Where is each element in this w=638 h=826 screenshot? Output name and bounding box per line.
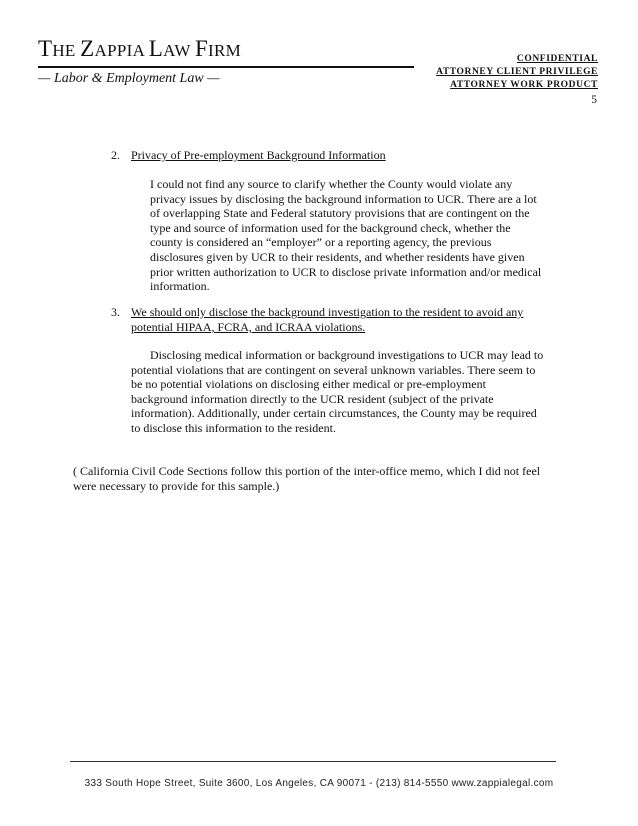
- note-line: ( California Civil Code Sections follow this portion of the inter-office memo, which I did not feel: [73, 464, 541, 478]
- body-line: potential violations that are contingent on several unknown variables. There seem to: [131, 362, 536, 377]
- confidentiality-notice: [436, 53, 598, 92]
- work-product-label: ATTORNEY WORK PRODUCT: [450, 80, 598, 90]
- firm-name-initial: Z: [80, 36, 95, 61]
- item-3-body: [131, 348, 591, 436]
- header-divider: [38, 66, 414, 68]
- body-line: disclosures given by UCR to their residents, and whether residents have given: [150, 249, 525, 264]
- body-line: of overlapping State and Federal statutory provisions that are contingent on the: [150, 206, 530, 221]
- body-line: information.: [150, 279, 210, 294]
- item-heading: Privacy of Pre-employment Background Information: [131, 148, 386, 162]
- body-line: information). Additionally, under certain circumstances, the County may be required: [131, 406, 537, 421]
- footer-divider: [70, 761, 556, 762]
- note-line: were necessary to provide for this sample.): [73, 478, 280, 493]
- body-line: type and source of information used for the background check, whether the: [150, 220, 511, 235]
- confidential-label: CONFIDENTIAL: [516, 54, 598, 64]
- privilege-label: ATTORNEY CLIENT PRIVILEGE: [436, 67, 598, 77]
- footer-address: 333 South Hope Street, Suite 3600, Los Angeles, CA 90071 - (213) 814-5550 www.zappialegal.com: [84, 778, 554, 789]
- body-line: county is considered an “employer” or a reporting agency, the previous: [150, 235, 492, 250]
- firm-name-part: APPIA: [94, 41, 149, 60]
- body-line: privacy issues by disclosing the background information to UCR. There are a lot: [150, 191, 537, 206]
- firm-name: [38, 36, 241, 62]
- item-heading: potential HIPAA, FCRA, and ICRAA violations.: [131, 320, 366, 334]
- body-line: Disclosing medical information or background investigations to UCR may lead to: [150, 348, 544, 362]
- firm-name-initial: L: [148, 36, 164, 61]
- body-line: prior written authorization to UCR to disclose private information and/or medical: [150, 264, 542, 279]
- item-number: 3.: [111, 305, 120, 319]
- firm-name-part: IRM: [208, 41, 242, 60]
- firm-name-initial: T: [38, 36, 53, 61]
- closing-note: [73, 464, 613, 493]
- body-line: background information directly to the UCR resident (subject of the private: [131, 391, 494, 406]
- firm-name-part: HE: [52, 41, 81, 60]
- item-2-body: [150, 177, 570, 294]
- firm-tagline: — Labor & Employment Law —: [38, 71, 220, 86]
- item-number: 2.: [111, 148, 120, 162]
- body-line: I could not find any source to clarify whether the County would violate any: [150, 177, 513, 191]
- page-number: 5: [591, 94, 597, 106]
- body-line: be no potential violations on disclosing either medical or pre-employment: [131, 377, 486, 392]
- firm-name-part: AW: [163, 41, 195, 60]
- firm-name-initial: F: [194, 36, 209, 61]
- body-line: to disclose this information to the resident.: [131, 420, 336, 435]
- item-heading: We should only disclose the background investigation to the resident to avoid any: [131, 305, 524, 319]
